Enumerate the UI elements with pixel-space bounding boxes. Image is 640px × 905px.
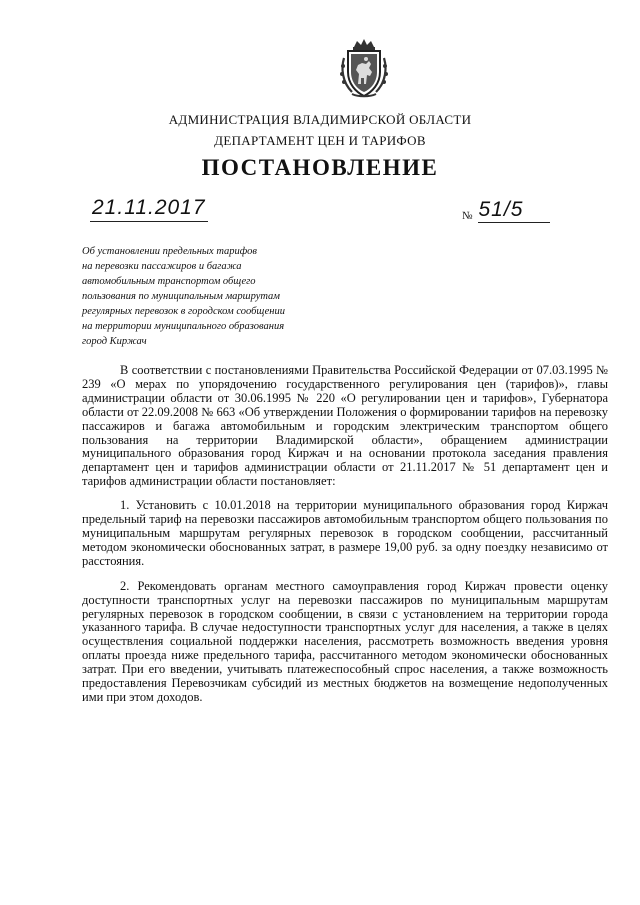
document-type-title: ПОСТАНОВЛЕНИЕ: [201, 155, 439, 180]
document-date: 21.11.2017: [92, 196, 206, 219]
document-body: [82, 364, 608, 705]
resolution-item-1: 1. Установить с 10.01.2018 на территории муниципального образования город Киржач предельный тариф на перевозки пассажиров автомобильным транспортом общего пользования по муниципальным маршрутам регулярных перевозок в городском сообщении, рассчитанный методом экономически обоснованных затрат, в размере 19,00 руб. за одну поездку независимо от расстояния.: [82, 498, 608, 568]
preamble-paragraph: В соответствии с постановлениями Правительства Российской Федерации от 07.03.1995 № 239 «О мерах по упорядочению государственного регулирования цен (тарифов)», главы администрации области от 30.06.1995 № 220 «О регулировании цен и тарифов», Губернатора области от 22.09.2008 № 663 «Об утверждении Положения о формировании тарифов на перевозку пассажиров и багажа автомобильным и городским электрическим транспортом общего пользования на территории Владимирской области», обращением администрации муниципального образования город Киржач и на основании протокола заседания правления департамент цен и тарифов администрации области от 21.11.2017 № 51 департамент цен и тарифов администрации области постановляет:: [82, 363, 608, 489]
number-underline: [478, 222, 550, 223]
document-subject: [82, 244, 382, 349]
subject-line: автомобильным транспортом общего: [82, 276, 256, 287]
document-number: 51/5: [478, 198, 524, 221]
subject-line: на перевозки пассажиров и багажа: [82, 261, 242, 272]
subject-line: пользования по муниципальным маршрутам: [82, 291, 281, 302]
subject-line: Об установлении предельных тарифов: [82, 246, 257, 257]
resolution-item-2: 2. Рекомендовать органам местного самоуправления город Киржач провести оценку доступности транспортных услуг на перевозки пассажиров по муниципальным маршрутам регулярных перевозок в городском сообщении, в связи с установлением на территории города указанного тарифа. В случае недоступности транспортных услуг для населения, а также в целях осуществления социальной поддержки населения, рассмотреть возможность введения уровня оплаты проезда ниже предельного тарифа, рассчитанного методом экономически обоснованных затрат. При его введении, учитывать платежеспособный спрос населения, а также возможность предоставления Перевозчикам субсидий из местных бюджетов на возмещение недополученных ими при этом доходов.: [82, 578, 608, 704]
department-name: ДЕПАРТАМЕНТ ЦЕН И ТАРИФОВ: [214, 133, 426, 148]
date-underline: [90, 221, 208, 222]
subject-line: регулярных перевозок в городском сообщении: [82, 306, 285, 317]
vladimir-coat-of-arms-icon: [336, 38, 392, 100]
subject-line: на территории муниципального образования: [82, 321, 285, 332]
subject-line: город Киржач: [82, 336, 147, 347]
number-sign: №: [462, 210, 473, 222]
document-number-block: [462, 198, 523, 222]
organization-name: АДМИНИСТРАЦИЯ ВЛАДИМИРСКОЙ ОБЛАСТИ: [168, 112, 472, 127]
